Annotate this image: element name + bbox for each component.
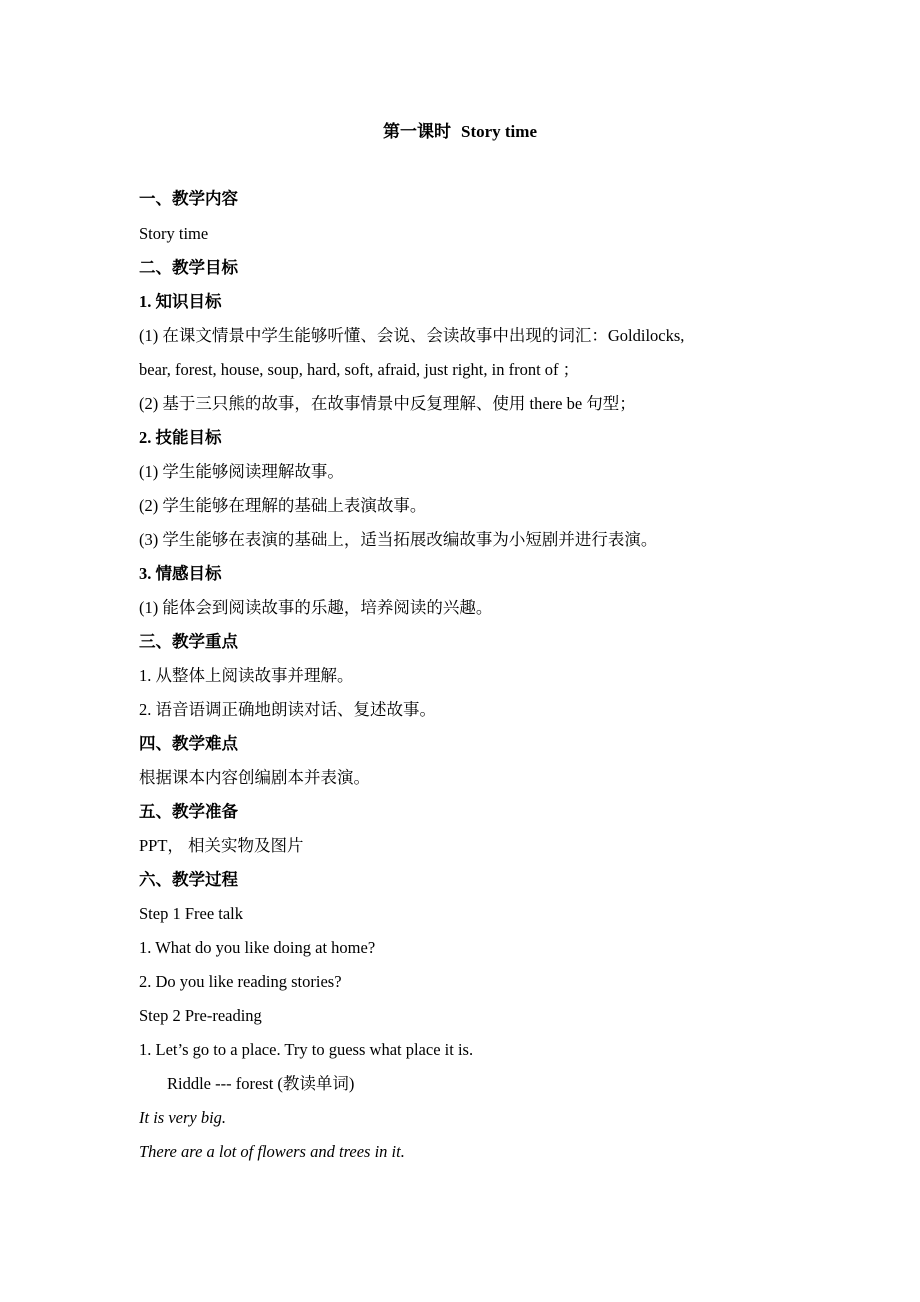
step-1-question-2: 2. Do you like reading stories? [139, 972, 342, 991]
title-chinese: 第一课时 [382, 122, 451, 141]
knowledge-item-2: (2) 基于三只熊的故事，在故事情景中反复理解、使用 there be 句型； [139, 394, 636, 413]
emotion-item-1: (1) 能体会到阅读故事的乐趣，培养阅读的兴趣。 [139, 598, 493, 617]
section-heading-objectives: 二、教学目标 [139, 258, 238, 277]
document-title [0, 119, 920, 145]
subheading-emotion: 3. 情感目标 [139, 564, 222, 583]
riddle-clue-2: There are a lot of flowers and trees in it. [139, 1142, 405, 1161]
title-english: Story time [460, 122, 537, 141]
subheading-skills: 2. 技能目标 [139, 428, 222, 447]
skills-item-3: (3) 学生能够在表演的基础上，适当拓展改编故事为小短剧并进行表演。 [139, 530, 658, 549]
section-heading-preparation: 五、教学准备 [139, 802, 238, 821]
knowledge-item-1-cont: bear, forest, house, soup, hard, soft, afraid, just right, in front of ； [139, 360, 580, 379]
riddle-line: Riddle --- forest (教读单词) [167, 1074, 355, 1093]
subheading-knowledge: 1. 知识目标 [139, 292, 222, 311]
knowledge-item-1: (1) 在课文情景中学生能够听懂、会说、会读故事中出现的词汇：Goldilocks, [139, 326, 685, 345]
riddle-clue-1: It is very big. [139, 1108, 227, 1127]
section-heading-process: 六、教学过程 [139, 870, 238, 889]
step-1-question-1: 1. What do you like doing at home? [139, 938, 376, 957]
step-2-item-1: 1. Let’s go to a place. Try to guess what place it is. [139, 1040, 474, 1059]
skills-item-1: (1) 学生能够阅读理解故事。 [139, 462, 344, 481]
step-2-heading: Step 2 Pre-reading [139, 1006, 262, 1025]
step-1-heading: Step 1 Free talk [139, 904, 244, 923]
skills-item-2: (2) 学生能够在理解的基础上表演故事。 [139, 496, 427, 515]
difficulty-text: 根据课本内容创编剧本并表演。 [139, 768, 370, 787]
section-heading-content: 一、教学内容 [139, 189, 238, 208]
section-heading-key-points: 三、教学重点 [139, 632, 238, 651]
preparation-text: PPT， 相关实物及图片 [139, 836, 304, 855]
key-point-1: 1. 从整体上阅读故事并理解。 [139, 666, 354, 685]
section-heading-difficulty: 四、教学难点 [139, 734, 238, 753]
key-point-2: 2. 语音语调正确地朗读对话、复述故事。 [139, 700, 436, 719]
content-text: Story time [139, 224, 209, 243]
